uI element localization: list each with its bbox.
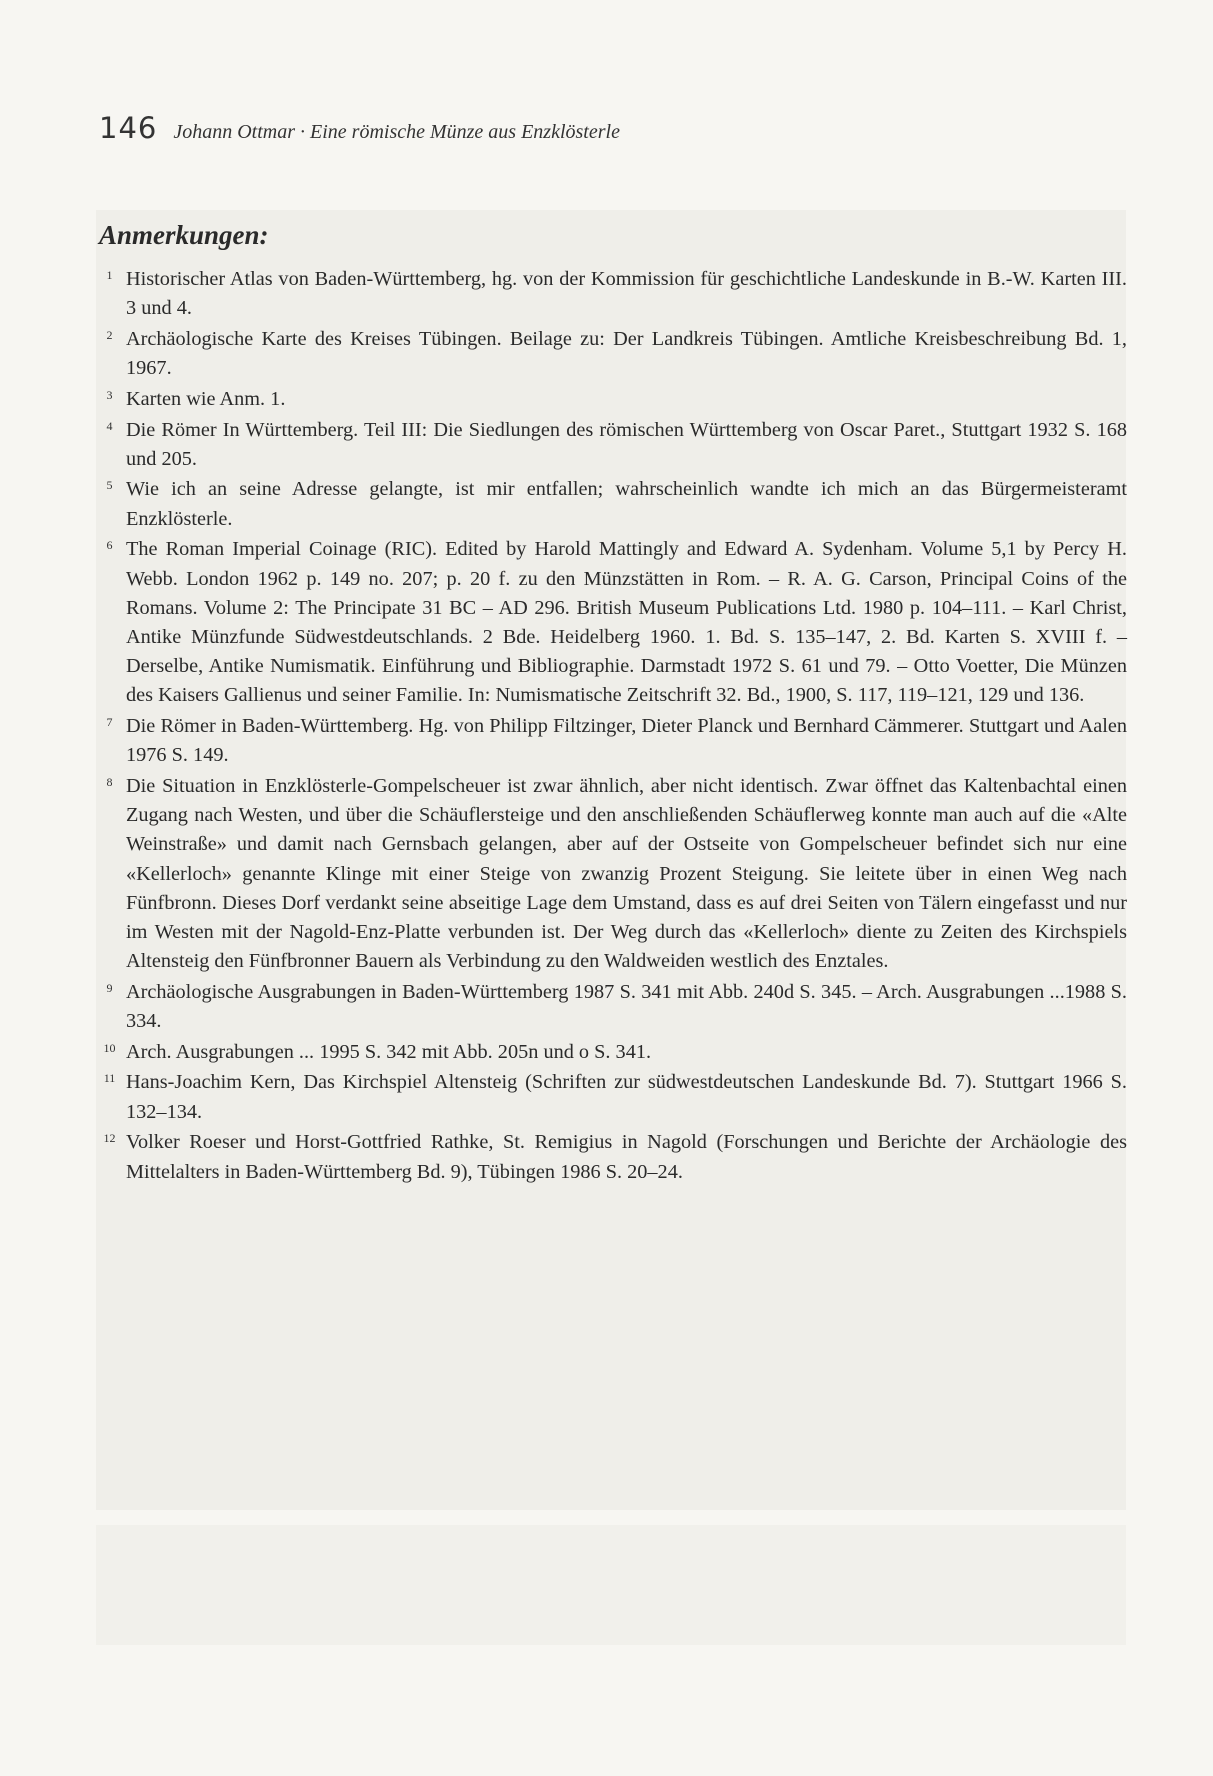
note-item: [99, 1128, 1127, 1186]
note-item: [99, 535, 1127, 710]
note-text: Hans-Joachim Kern, Das Kirchspiel Altensteig (Schriften zur südwestdeutschen Landeskunde Bd. 7). Stuttgart 1966 S. 132–134.: [126, 1071, 1127, 1123]
note-number: 9: [106, 980, 113, 995]
notes-heading: Anmerkungen:: [99, 220, 269, 250]
notes-list: [99, 265, 1127, 1188]
note-number: 10: [103, 1040, 116, 1055]
note-text: Wie ich an seine Adresse gelangte, ist mir entfallen; wahrscheinlich wandte ich mich an das Bürgermeisteramt Enzklösterle.: [126, 478, 1127, 530]
note-item: [99, 978, 1127, 1036]
note-number: 5: [106, 478, 113, 493]
note-item: [99, 772, 1127, 976]
note-item: [99, 265, 1127, 323]
note-text: Arch. Ausgrabungen ... 1995 S. 342 mit Abb. 205n und o S. 341.: [126, 1040, 652, 1063]
note-item: [99, 712, 1127, 770]
note-text: Karten wie Anm. 1.: [126, 387, 286, 410]
note-item: [99, 416, 1127, 474]
note-item: [99, 1038, 1127, 1067]
note-text: Die Römer In Württemberg. Teil III: Die Siedlungen des römischen Württemberg von Oscar Paret., Stuttgart 1932 S. 168 und 205.: [126, 418, 1127, 470]
note-number: 11: [103, 1071, 116, 1086]
page-background-lower: [96, 1525, 1126, 1645]
note-number: 1: [106, 268, 113, 282]
note-number: 7: [106, 715, 113, 730]
note-text: Historischer Atlas von Baden-Württemberg, hg. von der Kommission für geschichtliche Landeskunde in B.-W. Karten III. 3 und 4.: [126, 268, 1127, 320]
note-number: 3: [106, 387, 113, 402]
page-header: [99, 111, 620, 145]
note-item: [99, 385, 1127, 414]
note-text: Die Situation in Enzklösterle-Gompelscheuer ist zwar ähnlich, aber nicht identisch. Zwar öffnet das Kaltenbachtal einen Zugang nach Westen, und über die Schäuflersteige und den anschließenden Schäuflerweg konnte man auch auf die «Alte Weinstraße» und damit nach Gernsbach gelangen, aber auf der Ostseite von Gompelscheuer befindet sich nur eine «Kellerloch» genannte Klinge mit einer Steige von zwanzig Prozent Steigung. Sie leitete über in einen Weg nach Fünfbronn. Dieses Dorf verdankt seine abseitige Lage dem Umstand, dass es auf drei Seiten von Tälern eingefasst und nur im Westen mit der Nagold-Enz-Platte verbunden ist. Der Weg durch das «Kellerloch» diente zu Zeiten des Kirchspiels Altensteig den Fünfbronner Bauern als Verbindung zu den Waldweiden westlich des Enztales.: [126, 774, 1127, 973]
note-item: [99, 475, 1127, 533]
note-number: 2: [106, 327, 113, 342]
note-text: Archäologische Ausgrabungen in Baden-Württemberg 1987 S. 341 mit Abb. 240d S. 345. – Arch. Ausgrabungen ...1988 S. 334.: [126, 980, 1127, 1033]
note-number: 8: [106, 774, 113, 789]
note-number: 12: [103, 1131, 116, 1146]
note-text: The Roman Imperial Coinage (RIC). Edited by Harold Mattingly and Edward A. Sydenham. Volume 5,1 by Percy H. Webb. London 1962 p. 149 no. 207; p. 20 f. zu den Münzstätten in Rom. – R. A. G. Carson, Principal Coins of the Romans. Volume 2: The Principate 31 BC – AD 296. British Museum Publications Ltd. 1980 p. 104–111. – Karl Christ, Antike Münzfunde Südwestdeutschlands. 2 Bde. Heidelberg 1960. 1. Bd. S. 135–147, 2. Bd. Karten S. XVIII f. – Derselbe, Antike Numismatik. Einführung und Bibliographie. Darmstadt 1972 S. 61 und 79. – Otto Voetter, Die Münzen des Kaisers Gallienus und seiner Familie. In: Numismatische Zeitschrift 32. Bd., 1900, S. 117, 119–121, 129 und 136.: [126, 538, 1127, 707]
note-text: Volker Roeser und Horst-Gottfried Rathke, St. Remigius in Nagold (Forschungen und Berichte der Archäologie des Mittelalters in Baden-Württemberg Bd. 9), Tübingen 1986 S. 20–24.: [126, 1131, 1127, 1183]
note-number: 4: [106, 418, 113, 433]
note-text: Die Römer in Baden-Württemberg. Hg. von Philipp Filtzinger, Dieter Planck und Bernhard Cämmerer. Stuttgart und Aalen 1976 S. 149.: [126, 715, 1127, 767]
note-item: [99, 1068, 1127, 1126]
note-item: [99, 325, 1127, 383]
note-number: 6: [106, 538, 113, 553]
running-head: Johann Ottmar · Eine römische Münze aus Enzklösterle: [173, 121, 620, 143]
page-number: 146: [99, 111, 158, 145]
note-text: Archäologische Karte des Kreises Tübingen. Beilage zu: Der Landkreis Tübingen. Amtliche Kreisbeschreibung Bd. 1, 1967.: [126, 327, 1127, 380]
